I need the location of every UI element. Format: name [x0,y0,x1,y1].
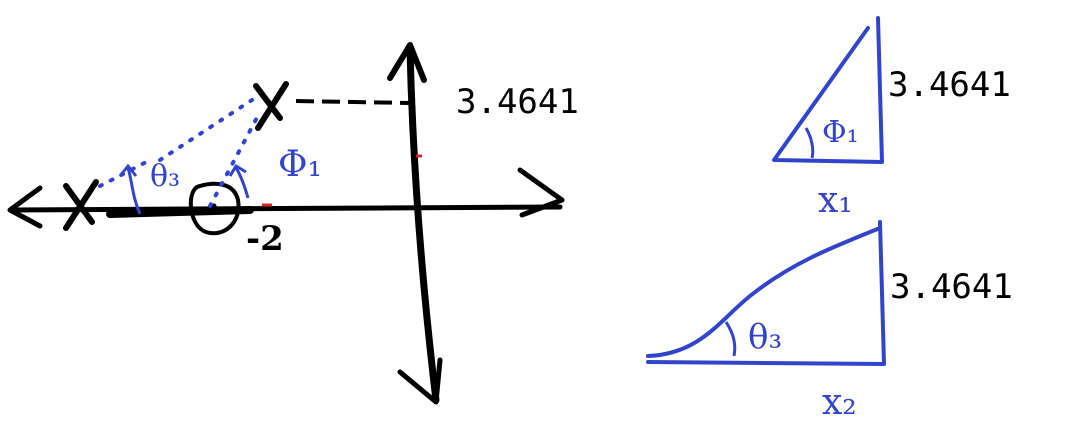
blue-dotted-line-left [100,160,150,186]
x-mark-icon [256,84,286,128]
triangle-1-angle-label: Φ₁ [822,115,859,150]
triangle-2-height-label: 3.4641 [890,267,1013,307]
triangle-2-angle-label: θ₃ [748,317,783,357]
phi-label: Φ₁ [278,144,322,185]
origin-tick-label: -2 [246,219,284,259]
triangle-1-base-label: x₁ [818,180,853,221]
triangle-1-height-label: 3.4641 [888,65,1011,105]
imag-axis [410,50,436,400]
left-plot [10,45,579,402]
real-axis [12,207,560,210]
height-dash-line [296,101,410,103]
triangle-2-angle-arc [726,322,735,356]
triangle-2-base-label: x₂ [822,382,857,423]
triangle-2 [648,222,1013,423]
real-axis-left-arrow [10,188,40,226]
triangle-1 [774,18,1011,221]
triangle-1-angle-arc [806,128,813,158]
phi-arc [236,168,248,198]
left-height-label: 3.4641 [456,82,579,122]
axis-highlight [110,210,250,214]
theta-label: θ₃ [150,159,181,194]
x-mark-icon [66,182,96,228]
